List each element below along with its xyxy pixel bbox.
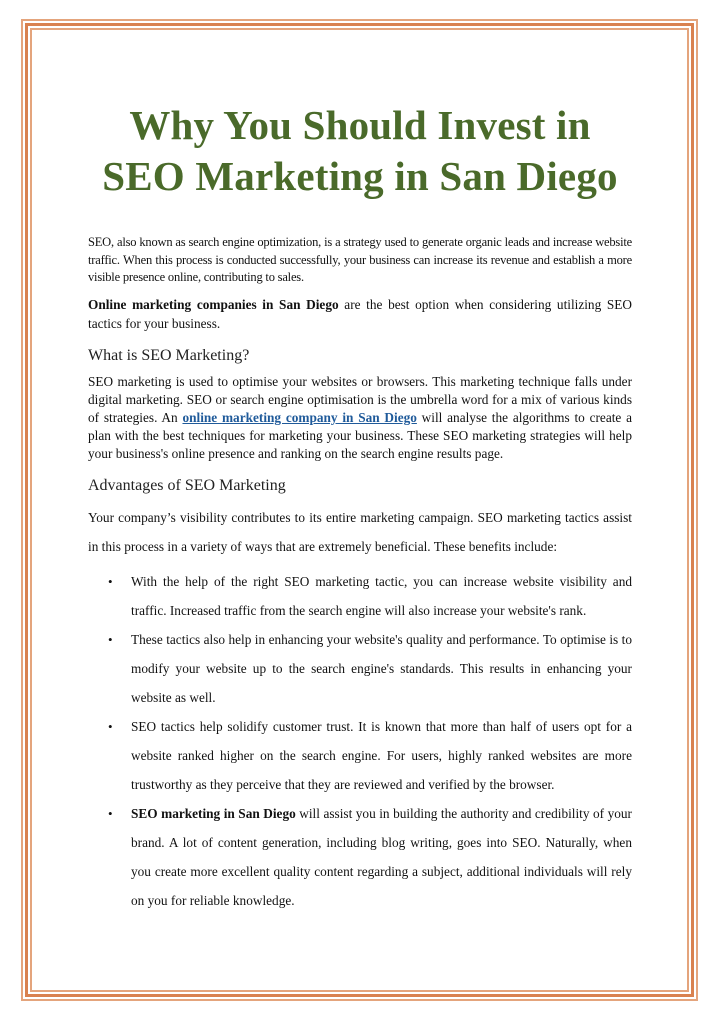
list-item: [88, 625, 632, 712]
bullet-text: With the help of the right SEO marketing tactic, you can increase website visibility and traffic. Increased traffic from the search engine will also increase your website's rank.: [131, 573, 632, 618]
bullet-icon: •: [108, 718, 113, 734]
page-title: Why You Should Invest in SEO Marketing in San Diego: [102, 102, 618, 199]
companies-rest-text: are the best option when considering utilizing SEO tactics for your business.: [88, 296, 633, 331]
advantages-intro-paragraph: Your company’s visibility contributes to its entire marketing campaign. SEO marketing tactics assist in this process in a variety of ways that are extremely beneficial. These benefits include:: [88, 509, 632, 554]
section-heading-what-is-seo: What is SEO Marketing?: [88, 346, 250, 364]
companies-paragraph: [88, 295, 632, 333]
bullet-text: SEO tactics help solidify customer trust. It is known that more than half of users opt for a website ranked higher on the search engine. For users, highly ranked websites are more trustworthy as they perceive that they are reviewed and verified by the browser.: [131, 718, 632, 792]
document-body: [88, 100, 632, 915]
bullet-icon: •: [108, 631, 113, 647]
bullet-text: These tactics also help in enhancing your website's quality and performance. To optimise is to modify your website up to the search engine's standards. This results in enhancing your website as well.: [131, 631, 632, 705]
list-item: [88, 799, 632, 915]
list-item: [88, 712, 632, 799]
what-is-seo-text-after: will analyse the algorithms to create a plan with the best techniques for marketing your business. These SEO marketing strategies will help your business's online presence and ranking on the search engine results page.: [88, 409, 632, 461]
list-item: [88, 567, 632, 625]
bullet-icon: •: [108, 573, 113, 589]
online-marketing-company-link[interactable]: online marketing company in San Diego: [182, 409, 417, 425]
what-is-seo-text-before: SEO marketing is used to optimise your websites or browsers. This marketing technique falls under digital marketing. SEO or search engine optimisation is the umbrella word for a mix of various kinds of strategies. An: [88, 373, 632, 425]
bullet-text: will assist you in building the authority and credibility of your brand. A lot of content generation, including blog writing, goes into SEO. Naturally, when you create more excellent quality content regarding a subject, additional individuals will rely on you for reliable knowledge.: [131, 805, 632, 908]
companies-bold-phrase: Online marketing companies in San Diego: [88, 296, 339, 312]
intro-paragraph: SEO, also known as search engine optimization, is a strategy used to generate organic leads and increase website traffic. When this process is conducted successfully, your business can increase its revenue and establish a more visible presence online, contributing to sales.: [88, 235, 632, 284]
what-is-seo-paragraph: [88, 373, 632, 463]
bullet-icon: •: [108, 805, 113, 821]
benefits-list: [88, 567, 632, 915]
section-heading-advantages: Advantages of SEO Marketing: [88, 476, 286, 494]
bullet-bold-phrase: SEO marketing in San Diego: [131, 805, 296, 821]
